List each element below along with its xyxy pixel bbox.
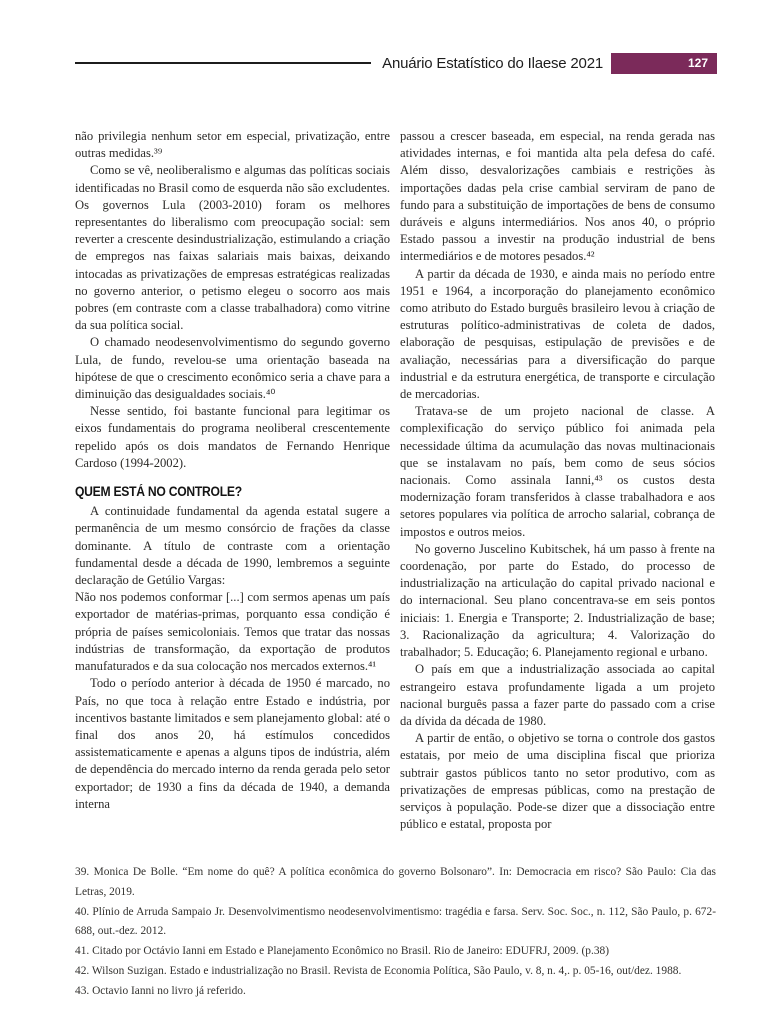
body-columns [75, 128, 715, 852]
section-heading: QUEM ESTÁ NO CONTROLE? [75, 484, 242, 500]
paragraph: não privilegia nenhum setor em especial, privatização, entre outras medidas.³⁹ [75, 129, 390, 161]
header-title: Anuário Estatístico do Ilaese 2021 [382, 54, 603, 72]
paragraph: Todo o período anterior à década de 1950 é marcado, no País, no que toca à relação entre Estado e indústria, por incentivos bastante limitados e sem planejamento global: até o final dos anos 20, há estímulos concedidos assistematicamente e apenas a alguns tipos de indústria, além de dependência do mercado interno da renda gerada pelo setor exportador; de 1930 a fins da década de 1940, a demanda interna [75, 676, 390, 811]
paragraph: passou a crescer baseada, em especial, na renda gerada nas atividades internas, e foi mantida alta pela defesa do café. Além disso, desvalorizações cambiais e restrições às importações dadas pela crise cambial serviram de pano de fundo para a substituição de importações de bens de consumo duráveis e alguns intermediários. Nos anos 40, o próprio Estado passou a investir na produção industrial de bens intermediários e de motores pesados.⁴² [400, 129, 715, 264]
right-column [400, 128, 715, 852]
paragraph: O país em que a industrialização associada ao capital estrangeiro estava profundamente ligada a um projeto nacional burguês passa a fazer parte do passado com a crise da dívida da década de 1980. [400, 662, 715, 728]
footnote-item: 42. Wilson Suzigan. Estado e industrialização no Brasil. Revista de Economia Política, São Paulo, v. 8, n. 4,. p. 05-16, out/dez. 1988. [75, 964, 682, 977]
footnotes-section [75, 863, 716, 1002]
footnote-item: 43. Octavio Ianni no livro já referido. [75, 984, 246, 997]
footnote-item: 39. Monica De Bolle. “Em nome do quê? A política econômica do governo Bolsonaro”. In: Democracia em risco? São Paulo: Cia das Letras, 2019. [75, 866, 716, 898]
header-rule [75, 62, 371, 64]
footnote-item: 40. Plínio de Arruda Sampaio Jr. Desenvolvimentismo neodesenvolvimentismo: tragédia e farsa. Serv. Soc. Soc., n. 112, São Paulo, p. 672-688, out.-dez. 2012. [75, 905, 716, 938]
blockquote: Não nos podemos conformar [...] com sermos apenas um país exportador de matérias-primas, porquanto essa condição é própria de países semicoloniais. Temos que tratar das nossas indústrias de transformação, da exportação de produtos manufaturados e da sua colocação nos mercados externos.⁴¹ [75, 590, 390, 674]
paragraph: A continuidade fundamental da agenda estatal sugere a permanência de um mesmo consórcio de frações da classe dominante. A título de contraste com a orientação fundamental desde a década de 1990, lembremos a seguinte declaração de Getúlio Vargas: [75, 504, 390, 588]
paragraph: No governo Juscelino Kubitschek, há um passo à frente na coordenação, por parte do Estado, do processo de industrialização na articulação do capital privado nacional e do internacional. Seu plano concentrava-se em seis pontos iniciais: 1. Energia e Transporte; 2. Industrialização de base; 3. Racionalização da agricultura; 4. Valorização do trabalhador; 5. Educação; 6. Planejamento regional e urbano. [400, 541, 715, 660]
paragraph: O chamado neodesenvolvimentismo do segundo governo Lula, de fundo, revelou-se uma orientação baseada na hipótese de que o crescimento econômico seria a chave para a diminuição das desigualdades sociais.⁴⁰ [75, 335, 390, 402]
left-column [75, 128, 390, 852]
footnote-item: 41. Citado por Octávio Ianni em Estado e Planejamento Econômico no Brasil. Rio de Janeiro: EDUFRJ, 2009. (p.38) [75, 945, 609, 958]
paragraph: Nesse sentido, foi bastante funcional para legitimar os eixos fundamentais do programa neoliberal crescentemente repelido após os dois mandatos de Fernando Henrique Cardoso (1994-2002). [75, 404, 390, 470]
page-header [75, 52, 717, 74]
paragraph: A partir da década de 1930, e ainda mais no período entre 1951 e 1964, a incorporação do planejamento econômico como atributo do Estado burguês brasileiro levou à criação de estruturas político-administrativas de coleta de dados, elaboração de pesquisas, estipulação de previsões e de avaliação, necessárias para a diversificação do parque industrial e da estrutura energética, de transporte e circulação de mercadorias. [400, 266, 715, 402]
paragraph: A partir de então, o objetivo se torna o controle dos gastos estatais, por meio de uma disciplina fiscal que prioriza subtrair gastos públicos tanto no setor produtivo, com as privatizações de empresas públicas, como na prestação de serviços à população. Pode-se dizer que a dissociação entre público e estatal, proposta por [400, 731, 715, 832]
paragraph: Tratava-se de um projeto nacional de classe. A complexificação do serviço público foi animada pela necessidade última da acumulação das novas multinacionais que se instalavam no país, bem como de seus sócios nacionais. Como assinala Ianni,⁴³ os custos desta modernização foram transferidos à classe trabalhadora e aos setores populares via política de arrocho salarial, cobrança de impostos e outros meios. [400, 404, 715, 539]
paragraph: Como se vê, neoliberalismo e algumas das políticas sociais identificadas no Brasil como de esquerda não são excludentes. Os governos Lula (2003-2010) foram os melhores representantes do liberalismo com preocupação social: sem reverter a crescente desindustrialização, estimulando a criação de empregos nas faixas salariais mais baixas, deixando intocadas as privatizações de empresas estratégicas realizadas no governo anterior, o petismo elegeu o socorro aos mais pobres (em contraste com a classe trabalhadora) como vitrine da sua política social. [75, 163, 390, 333]
page-number-badge: 127 [611, 53, 717, 74]
